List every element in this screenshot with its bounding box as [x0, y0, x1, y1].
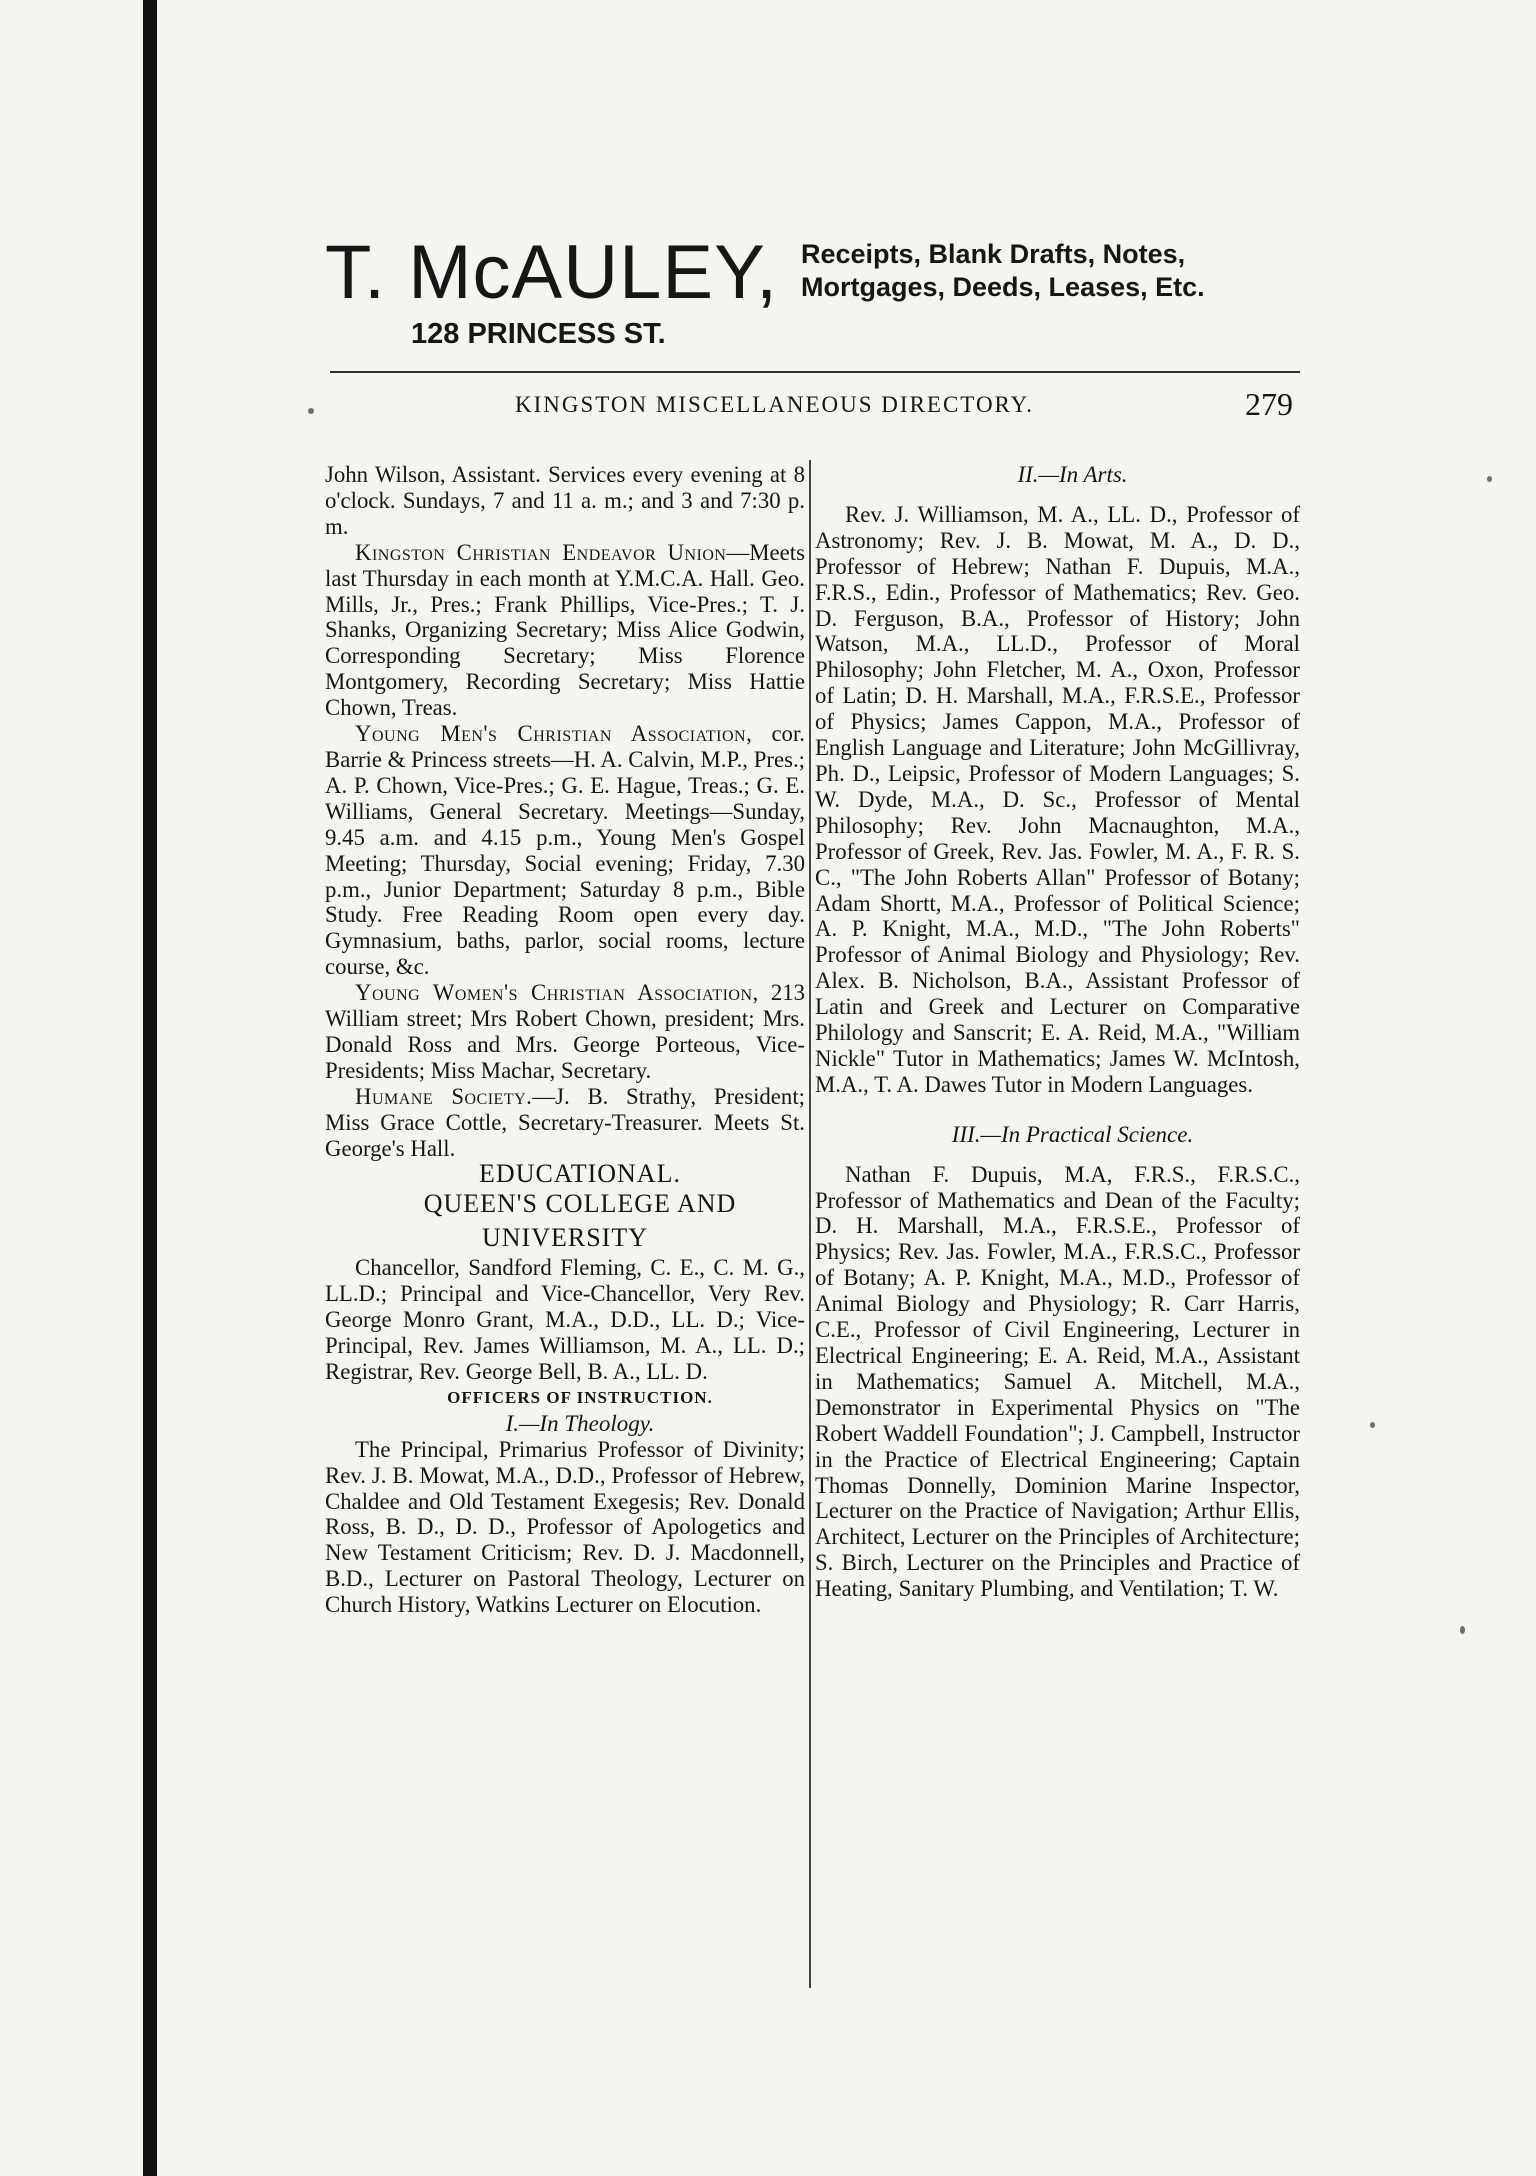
entry-ymca: [325, 721, 805, 980]
facing-page-margin: [0, 0, 150, 2176]
paragraph-theology: The Principal, Primarius Professor of Divinity; Rev. J. B. Mowat, M.A., D.D., Professor of Hebrew, Chaldee and Old Testament Exegesis; Rev. Donald Ross, B. D., D. D., Professor of Apologetics and New Testament Criticism; Rev. D. J. Macdonnell, B.D., Lecturer on Pastoral Theology, Lecturer on Church History, Watkins Lecturer on Elocution.: [325, 1436, 805, 1618]
entry-ywca: [325, 980, 805, 1084]
subheading-officers: OFFICERS OF INSTRUCTION.: [447, 1387, 713, 1407]
services-line-2: Mortgages, Deeds, Leases, Etc.: [801, 272, 1205, 302]
heading-line-2: UNIVERSITY: [482, 1223, 648, 1253]
entry-humane-society: [325, 1084, 805, 1162]
paragraph-arts: Rev. J. Williamson, M. A., LL. D., Professor of Astronomy; Rev. J. B. Mowat, M. A., D. D., Professor of Hebrew; Nathan F. Dupuis, M.A., F.R.S., Edin., Professor of Mathematics; Rev. Geo. D. Ferguson, B.A., Professor of History; John Watson, M.A., LL.D., Professor of Moral Philosophy; John Fletcher, M. A., Oxon, Professor of Latin; D. H. Marshall, M.A., F.R.S.E., Professor of Physics; James Cappon, M.A., Professor of English Language and Literature; John McGillivray, Ph. D., Leipsic, Professor of Modern Languages; S. W. Dyde, M.A., D. Sc., Professor of Mental Philosophy; Rev. John Macnaughton, M.A., Professor of Greek, Rev. Jas. Fowler, M. A., F. R. S. C., "The John Roberts Allan" Professor of Botany; Adam Shortt, M.A., Professor of Political Science; A. P. Knight, M.A., M.D., "The John Roberts" Professor of Animal Biology and Physiology; Rev. Alex. B. Nicholson, B.A., Assistant Professor of Latin and Greek and Lecturer on Comparative Philology and Sanscrit; E. A. Reid, M.A., "William Nickle" Tutor in Mathematics; James W. McIntosh, M.A., T. A. Dawes Tutor in Modern Languages.: [815, 501, 1300, 1097]
entry-text: , 213 William street; Mrs Robert Chown, president; Mrs. Donald Ross and Mrs. George Porteous, Vice-Presidents; Miss Machar, Secretary.: [325, 980, 806, 1083]
advertised-services: [801, 238, 1205, 304]
ink-speck: [1460, 1626, 1465, 1634]
ink-speck: [308, 408, 314, 414]
column-divider: [809, 460, 811, 1988]
ink-speck: [1487, 476, 1492, 482]
paragraph: John Wilson, Assistant. Services every evening at 8 o'clock. Sundays, 7 and 11 a. m.; and 3 and 7:30 p. m.: [325, 462, 805, 539]
paragraph-practical-science: Nathan F. Dupuis, M.A, F.R.S., F.R.S.C., Professor of Mathematics and Dean of the Faculty; D. H. Marshall, M.A., F.R.S.E., Professor of Physics; Rev. Jas. Fowler, M.A., F.R.S.C., Professor of Botany; A. P. Knight, M.A., M.D., Professor of Animal Biology and Physiology; R. Carr Harris, C.E., Professor of Civil Engineering, Lecturer in Electrical Engineering; E. A. Reid, M.A., Assistant in Mathematics; Samuel A. Mitchell, M.A., Demonstrator in Experimental Physics on "The Robert Waddell Foundation"; J. Campbell, Instructor in the Practice of Electrical Engineering; Captain Thomas Donnelly, Dominion Marine Inspector, Lecturer on the Practice of Navigation; Arthur Ellis, Architect, Lecturer on the Principles of Architecture; S. Birch, Lecturer on the Principles and Practice of Heating, Sanitary Plumbing, and Ventilation; T. W.: [815, 1161, 1300, 1602]
subheading-theology: I.—In Theology.: [505, 1410, 655, 1436]
left-column: [325, 462, 805, 1618]
running-title: KINGSTON MISCELLANEOUS DIRECTORY.: [515, 392, 1035, 417]
header-divider: [330, 371, 1300, 373]
advertiser-name: T. McAULEY,: [325, 230, 779, 315]
paragraph-officers: Chancellor, Sandford Fleming, C. E., C. M. G., LL.D.; Principal and Vice-Chancellor, Very Rev. George Monro Grant, M.A., D.D., LL. D.; Vice-Principal, Rev. James Williamson, M. A., LL. D.; Registrar, Rev. George Bell, B. A., LL. D.: [325, 1255, 805, 1384]
services-line-1: Receipts, Blank Drafts, Notes,: [801, 239, 1186, 269]
entry-name: Humane Society.: [355, 1083, 533, 1109]
entry-name: Kingston Christian Endeavor Union: [355, 539, 727, 565]
heading-line-1: QUEEN'S COLLEGE AND: [423, 1189, 737, 1219]
subheading-practical-science: III.—In Practical Science.: [951, 1121, 1194, 1147]
entry-christian-endeavor: [325, 540, 805, 721]
advertisement: [325, 228, 1325, 358]
page-number: 279: [1245, 386, 1293, 422]
right-column: [815, 462, 1300, 1602]
subheading-arts: II.—In Arts.: [1017, 462, 1128, 487]
section-heading-educational: EDUCATIONAL.: [479, 1159, 681, 1189]
entry-text: —Meets last Thursday in each month at Y.M.C.A. Hall. Geo. Mills, Jr., Pres.; Frank Phillips, Vice-Pres.; T. J. Shanks, Organizing Secretary; Miss Alice Godwin, Corresponding Secretary; Miss Florence Montgomery, Recording Secretary; Miss Hattie Chown, Treas.: [325, 539, 805, 721]
book-spine: [143, 0, 157, 2176]
section-heading-university: [325, 1187, 805, 1255]
ink-speck: [1370, 1422, 1375, 1428]
advertiser-address: 128 PRINCESS ST.: [411, 318, 666, 350]
entry-text: —J. B. Strathy, President; Miss Grace Cottle, Secretary-Treasurer. Meets St. George's Hall.: [325, 1083, 805, 1161]
entry-name: Young Women's Christian Association: [355, 980, 753, 1006]
entry-name: Young Men's Christian Association: [355, 721, 747, 747]
entry-text: , cor. Barrie & Princess streets—H. A. Calvin, M.P., Pres.; A. P. Chown, Vice-Pres.; G. E. Hague, Treas.; G. E. Williams, General Secretary. Meetings—Sunday, 9.45 a.m. and 4.15 p.m., Young Men's Gospel Meeting; Thursday, Social evening; Friday, 7.30 p.m., Junior Department; Saturday 8 p.m., Bible Study. Free Reading Room open every day. Gymnasium, baths, parlor, social rooms, lecture course, &c.: [325, 721, 805, 980]
